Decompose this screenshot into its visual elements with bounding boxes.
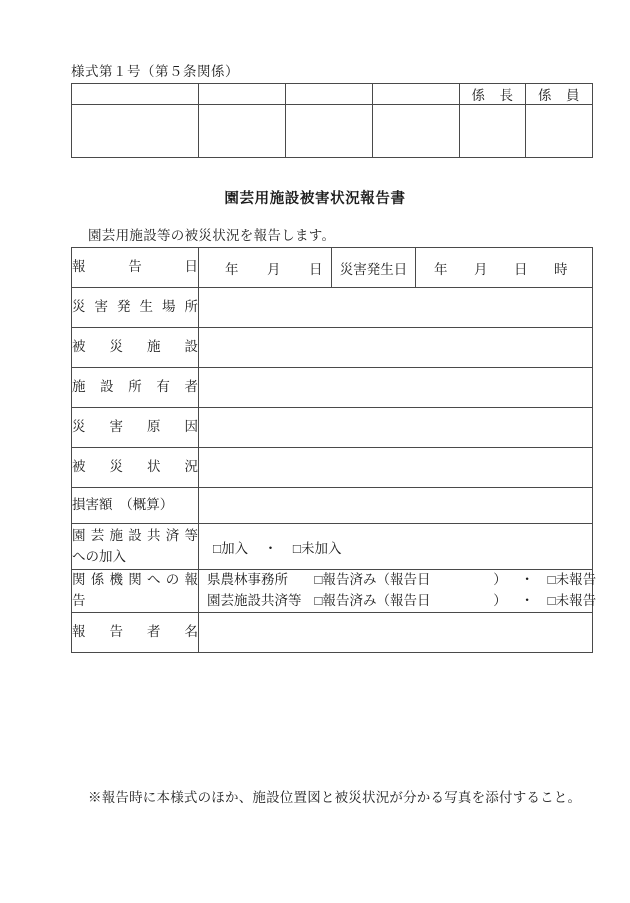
field-report-date[interactable] [199, 248, 332, 288]
stamp-body-cell-2[interactable] [199, 105, 286, 158]
row-insurance-enrollment [72, 524, 593, 570]
row-report-date [72, 248, 593, 288]
label-disaster-location-char-3: 発 [117, 299, 131, 315]
stamp-body-cell-3[interactable] [286, 105, 373, 158]
label-damaged-facility [72, 328, 199, 368]
label-insurance-enrollment [72, 524, 199, 570]
checkbox-insurance-not-reported[interactable]: □未報告 [547, 592, 597, 608]
label-damage-status-char-2: 災 [109, 459, 123, 475]
label-disaster-location-char-6: 所 [184, 299, 198, 315]
label-damage-amount-text: 損害額 （概算） [72, 497, 174, 513]
field-facility-owner[interactable] [199, 368, 593, 408]
label-insurance-line1 [72, 526, 198, 547]
approval-stamp-table [71, 83, 593, 158]
stamp-body-cell-staff[interactable] [526, 105, 593, 158]
label-facility-owner-char-4: 有 [156, 379, 170, 395]
label-agency-char-5: へ [147, 572, 161, 587]
label-report-date [72, 248, 199, 288]
label-disaster-cause-char-4: 因 [184, 419, 198, 435]
document-title: 園芸用施設被害状況報告書 [224, 191, 406, 207]
stamp-header-cell-3 [286, 84, 373, 105]
label-disaster-location-char-2: 害 [94, 299, 108, 315]
label-disaster-date: 災害発生日 [332, 248, 416, 288]
agency-name-insurance: 園芸施設共済等 [207, 592, 302, 608]
agency-report-line-prefectural-office [207, 570, 597, 591]
field-reporter-name[interactable] [199, 612, 593, 652]
label-disaster-cause-char-3: 原 [147, 419, 161, 435]
label-agency-report [72, 570, 199, 613]
lead-sentence: 園芸用施設等の被災状況を報告します。 [88, 228, 336, 243]
field-damaged-facility[interactable] [199, 328, 593, 368]
disaster-date-year-unit: 年 [434, 261, 448, 277]
label-agency-report-line2: 告 [72, 592, 86, 608]
prefectural-office-close-paren: ） [493, 572, 507, 587]
label-reporter-name-char-3: 者 [147, 624, 161, 640]
label-damage-status [72, 448, 199, 488]
label-damage-status-char-3: 状 [147, 459, 161, 475]
row-agency-report [72, 570, 593, 613]
checkbox-insurance-reported[interactable]: □報告済み（報告日 [314, 592, 431, 608]
field-damage-amount[interactable] [199, 488, 593, 524]
label-damaged-facility-char-4: 設 [184, 339, 198, 355]
label-facility-owner [72, 368, 199, 408]
row-reporter-name [72, 612, 593, 652]
row-disaster-cause [72, 408, 593, 448]
label-agency-char-7: 報 [184, 572, 198, 587]
row-damage-status [72, 448, 593, 488]
label-facility-owner-char-2: 設 [100, 379, 114, 395]
label-agency-char-2: 係 [90, 572, 105, 587]
label-agency-char-6: の [165, 572, 180, 587]
label-reporter-name [72, 612, 199, 652]
row-damage-amount [72, 488, 593, 524]
label-insurance-char-7: 等 [184, 527, 198, 543]
report-date-day-unit: 日 [309, 261, 323, 277]
label-disaster-location-char-5: 場 [162, 299, 176, 315]
footnote-text: ※報告時に本様式のほか、施設位置図と被災状況が分かる写真を添付すること。 [88, 790, 582, 805]
label-report-date-char-1: 報 [72, 259, 86, 275]
label-insurance-line2: への加入 [72, 548, 126, 564]
label-reporter-name-char-2: 告 [109, 624, 123, 640]
disaster-date-month-unit: 月 [474, 261, 488, 277]
label-agency-char-4: 関 [128, 572, 142, 587]
checkbox-prefectural-office-not-reported[interactable]: □未報告 [547, 572, 597, 587]
label-damage-status-char-1: 被 [72, 459, 86, 475]
disaster-date-day-unit: 日 [514, 261, 528, 277]
insurance-separator: ・ [520, 592, 534, 608]
label-damage-amount [72, 488, 199, 524]
label-agency-char-1: 関 [72, 572, 86, 587]
label-disaster-cause-char-2: 害 [109, 419, 123, 435]
disaster-date-hour-unit: 時 [554, 261, 568, 277]
insurance-close-paren: ） [493, 592, 507, 608]
field-agency-report-options [199, 570, 597, 613]
stamp-header-cell-staff: 係 員 [526, 84, 593, 105]
field-disaster-date[interactable] [416, 248, 593, 288]
label-insurance-char-2: 芸 [90, 527, 105, 543]
label-insurance-char-6: 済 [165, 527, 180, 543]
form-number-label: 様式第１号（第５条関係） [71, 64, 239, 79]
label-damaged-facility-char-1: 被 [72, 339, 86, 355]
label-facility-owner-char-1: 施 [72, 379, 86, 395]
agency-name-prefectural-office: 県農林事務所 [207, 572, 288, 587]
label-damaged-facility-char-3: 施 [147, 339, 161, 355]
prefectural-office-separator: ・ [520, 572, 534, 587]
label-disaster-location-char-4: 生 [139, 299, 153, 315]
label-disaster-location-char-1: 災 [72, 299, 86, 315]
insurance-option-separator: ・ [263, 540, 278, 556]
report-date-month-unit: 月 [267, 261, 281, 277]
checkbox-insurance-enrolled[interactable]: □加入 [213, 540, 249, 556]
stamp-body-cell-1[interactable] [72, 105, 199, 158]
field-disaster-cause[interactable] [199, 408, 593, 448]
stamp-body-cell-4[interactable] [373, 105, 460, 158]
stamp-body-row [72, 105, 593, 158]
label-disaster-cause-char-1: 災 [72, 419, 86, 435]
label-insurance-char-3: 施 [109, 527, 123, 543]
report-date-year-unit: 年 [225, 261, 239, 277]
label-report-date-char-2: 告 [128, 259, 142, 275]
label-facility-owner-char-5: 者 [184, 379, 198, 395]
label-facility-owner-char-3: 所 [128, 379, 142, 395]
label-reporter-name-char-1: 報 [72, 624, 86, 640]
field-insurance-options [199, 524, 593, 570]
stamp-header-cell-section-chief: 係 長 [460, 84, 526, 105]
label-damaged-facility-char-2: 災 [109, 339, 123, 355]
row-disaster-location [72, 288, 593, 328]
label-reporter-name-char-4: 名 [184, 624, 198, 640]
damage-report-table [71, 247, 597, 653]
checkbox-insurance-not-enrolled[interactable]: □未加入 [292, 540, 342, 556]
row-facility-owner [72, 368, 593, 408]
label-agency-char-3: 機 [109, 572, 123, 587]
checkbox-prefectural-office-reported[interactable]: □報告済み（報告日 [314, 572, 431, 587]
field-disaster-location[interactable] [199, 288, 593, 328]
label-disaster-cause [72, 408, 199, 448]
label-disaster-location [72, 288, 199, 328]
label-insurance-char-1: 園 [72, 527, 86, 543]
field-damage-status[interactable] [199, 448, 593, 488]
label-insurance-char-5: 共 [147, 527, 161, 543]
stamp-header-row [72, 84, 593, 105]
stamp-header-cell-1 [72, 84, 199, 105]
label-report-date-char-3: 日 [184, 259, 198, 275]
stamp-header-cell-2 [199, 84, 286, 105]
label-agency-report-line1 [72, 570, 198, 591]
stamp-header-cell-4 [373, 84, 460, 105]
label-damage-status-char-4: 況 [184, 459, 198, 475]
stamp-body-cell-section-chief[interactable] [460, 105, 526, 158]
row-damaged-facility [72, 328, 593, 368]
agency-report-line-insurance [207, 591, 597, 612]
label-insurance-char-4: 設 [128, 527, 142, 543]
